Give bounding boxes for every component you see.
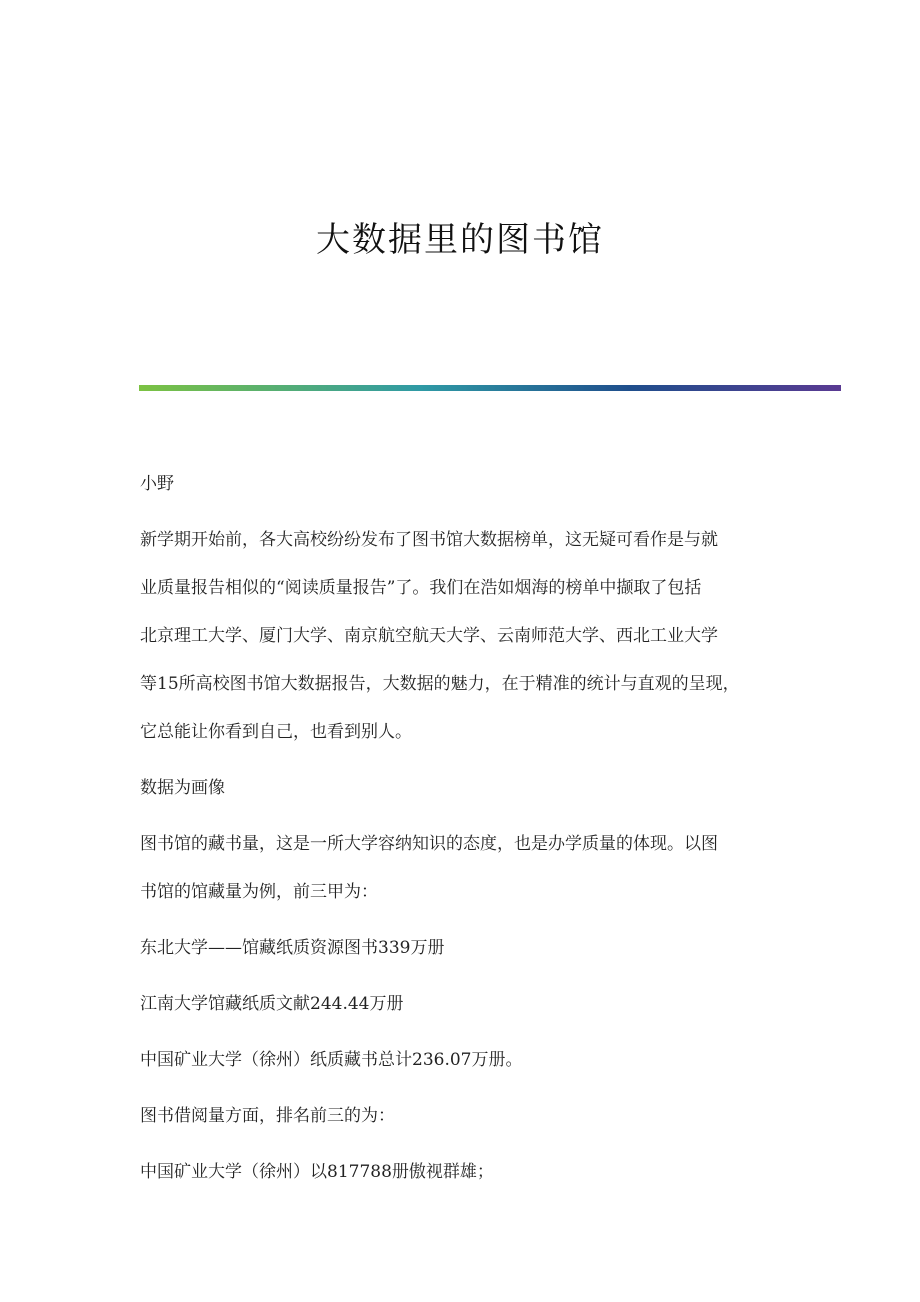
paragraph-line: 业质量报告相似的“阅读质量报告”了。我们在浩如烟海的榜单中撷取了包括 [140,578,702,598]
paragraph-line: 它总能让你看到自己，也看到别人。 [140,722,412,742]
author-name: 小野 [140,474,174,494]
section-heading-portrait: 数据为画像 [140,778,225,798]
collection-item-2: 江南大学馆藏纸质文献244.44万册 [140,994,404,1014]
document-title: 大数据里的图书馆 [316,220,604,260]
paragraph-line: 图书馆的藏书量，这是一所大学容纳知识的态度，也是办学质量的体现。以图 [140,834,718,854]
paragraph-line: 等15所高校图书馆大数据报告，大数据的魅力，在于精准的统计与直观的呈现， [140,674,740,694]
paragraph-line: 北京理工大学、厦门大学、南京航空航天大学、云南师范大学、西北工业大学 [140,626,718,646]
collection-item-3: 中国矿业大学（徐州）纸质藏书总计236.07万册。 [140,1050,523,1070]
paragraph-line: 书馆的馆藏量为例，前三甲为： [140,882,378,902]
gradient-divider [139,385,841,391]
paragraph-line: 新学期开始前，各大高校纷纷发布了图书馆大数据榜单，这无疑可看作是与就 [140,530,718,550]
collection-item-1: 东北大学——馆藏纸质资源图书339万册 [140,938,445,958]
borrow-item-1: 中国矿业大学（徐州）以817788册傲视群雄； [140,1162,494,1182]
section-heading-borrow: 图书借阅量方面，排名前三的为： [140,1106,395,1126]
